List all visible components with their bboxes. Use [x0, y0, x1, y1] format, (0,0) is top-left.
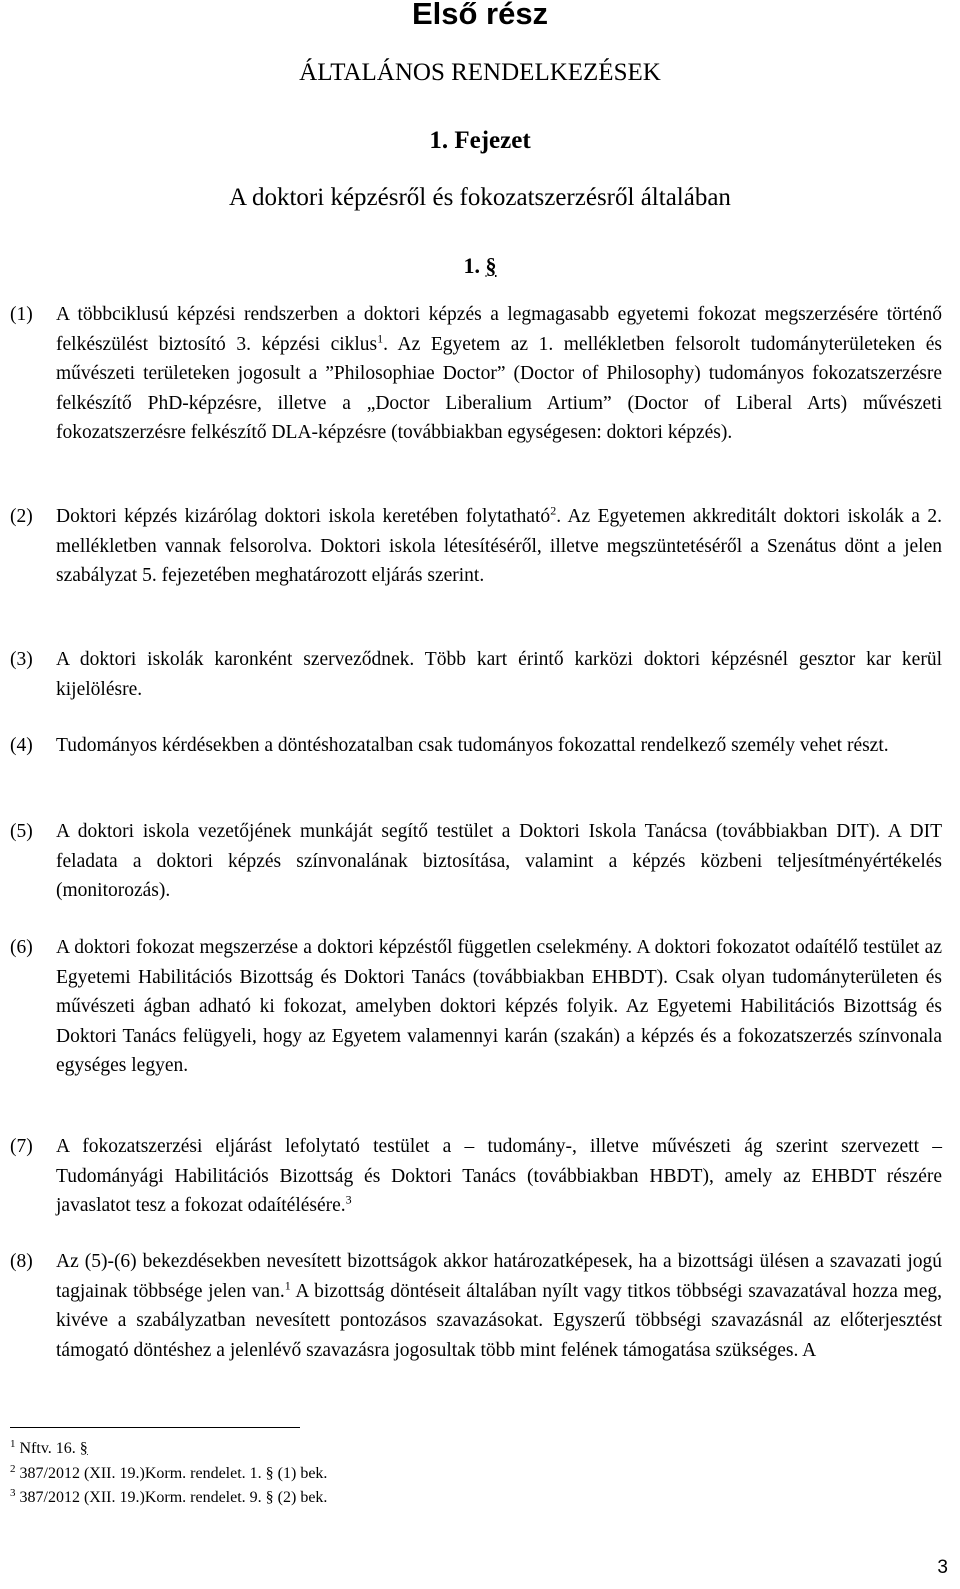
- paragraph-text: [56, 1132, 942, 1221]
- paragraph-6: [10, 933, 942, 1081]
- paragraph-text: A doktori iskolák karonként szerveződnek. Több kart érintő karközi doktori képzésnél gesztor kar kerül kijelölésre.: [56, 649, 942, 700]
- footnote-1: [10, 1438, 88, 1460]
- general-provisions-heading: ÁLTALÁNOS RENDELKEZÉSEK: [299, 59, 661, 86]
- paragraph-number: (1): [10, 304, 33, 325]
- footnote-text: 387/2012 (XII. 19.)Korm. rendelet. 1. § (1) bek.: [19, 1465, 328, 1482]
- text-run: A fokozatszerzési eljárást lefolytató testület a – tudomány-, illetve művészeti ág szerint szervezett – Tudományági Habilitációs Bizottság és Doktori Tanács (továbbiakban HBDT), amely az EHBDT részére javaslatot tesz a fokozat odaítélésére.: [56, 1136, 942, 1216]
- footnote-separator: [10, 1427, 300, 1428]
- paragraph-text: A doktori iskola vezetőjének munkáját segítő testület a Doktori Iskola Tanácsa (továbbiakban DIT). A DIT feladata a doktori képzés színvonalának biztosítása, valamint a képzés közbeni teljesítményértékelés (monitorozás).: [56, 821, 942, 901]
- paragraph-text: [56, 502, 942, 591]
- footnote-mark: 2: [10, 1462, 16, 1475]
- text-run: A bizottság döntéseit általában nyílt vagy titkos többségi szavazatával hozza meg, kivéve a szabályzatban nevesített pontozásos szavazásokat. Egyszerű többségi szavazásnál az előterjesztést támogató döntéshez a jelenlévő szavazásra jogosultak több mint felének támogatása szükséges. A: [56, 1280, 943, 1361]
- footnote-ref[interactable]: 2: [550, 503, 557, 518]
- footnote-text: Nftv. 16.: [19, 1440, 80, 1457]
- paragraph-2: [10, 502, 942, 591]
- text-run: . Az Egyetem az 1. mellékletben felsorolt tudományterületeken és művészeti területeken jogosult a ”Philosophiae Doctor” (Doctor of Philosophy) tudományos fokozatszerzésre felkészítő PhD-képzésre, illetve a „Doctor Liberalium Artium” (Doctor of Liberal Arts) művészeti fokozatszerzésre felkészítő DLA-képzésre (továbbiakban egységesen: doktori képzés).: [56, 333, 942, 443]
- paragraph-number: (8): [10, 1251, 33, 1272]
- paragraph-7: [10, 1132, 942, 1221]
- paragraph-text: Tudományos kérdésekben a döntéshozatalban csak tudományos fokozattal rendelkező személy vehet részt.: [56, 735, 889, 756]
- section-mark: §: [79, 1440, 88, 1457]
- part-heading: Első rész: [411, 0, 549, 31]
- footnote-text: 387/2012 (XII. 19.)Korm. rendelet. 9. § (2) bek.: [19, 1489, 328, 1506]
- text-run: . Az Egyetemen akkreditált doktori iskolák a 2. mellékletben vannak felsorolva. Doktori iskola létesítéséről, illetve megszüntetéséről a Szenátus dönt a jelen szabályzat 5. fejezetében meghatározott eljárás szerint.: [56, 506, 942, 586]
- paragraph-number: (4): [10, 735, 33, 756]
- paragraph-text: [56, 1247, 942, 1365]
- paragraph-8: [10, 1247, 942, 1365]
- chapter-heading: 1. Fejezet: [429, 127, 531, 154]
- footnote-ref[interactable]: 1: [284, 1278, 291, 1292]
- paragraph-text: [56, 300, 942, 448]
- section-number: 1.: [463, 253, 480, 278]
- footnote-mark: 3: [10, 1486, 16, 1499]
- paragraph-1: [10, 300, 942, 448]
- paragraph-5: [10, 817, 942, 906]
- text-run: Doktori képzés kizárólag doktori iskola keretében folytatható: [56, 506, 551, 527]
- section-mark: §: [485, 253, 497, 278]
- footnote-ref[interactable]: 1: [377, 331, 384, 345]
- footnote-2: [10, 1463, 327, 1485]
- paragraph-4: [10, 731, 942, 761]
- footnote-mark: 1: [10, 1437, 16, 1450]
- section-heading: [0, 250, 960, 282]
- paragraph-number: (5): [10, 821, 33, 842]
- paragraph-number: (6): [10, 937, 33, 958]
- paragraph-number: (3): [10, 649, 33, 670]
- text-run: Az (5)-(6) bekezdésekben nevesített bizottságok akkor határozatképesek, ha a bizottsági ülésen a szavazati jogú tagjainak többsége jelen van.: [56, 1251, 942, 1302]
- paragraph-number: (2): [10, 506, 33, 527]
- paragraph-3: [10, 645, 942, 704]
- footnote-3: [10, 1487, 327, 1509]
- paragraph-text: A doktori fokozat megszerzése a doktori képzéstől független cselekmény. A doktori fokozatot odaítélő testület az Egyetemi Habilitációs Bizottság és Doktori Tanács (továbbiakban EHBDT). Csak olyan tudományterületen és művészeti ágban adható ki fokozat, amelyben doktori képzés folyik. Az Egyetemi Habilitációs Bizottság és Doktori Tanács felügyeli, hogy az Egyetem valamennyi karán (szakán) a képzés és a fokozatszerzés színvonala egységes legyen.: [56, 937, 942, 1076]
- footnote-ref[interactable]: 3: [345, 1192, 352, 1207]
- paragraph-number: (7): [10, 1136, 33, 1157]
- text-run: A többciklusú képzési rendszerben a doktori képzés a legmagasabb egyetemi fokozat megszerzésére történő felkészülést biztosító 3. képzési ciklus: [56, 304, 942, 355]
- chapter-title: A doktori képzésről és fokozatszerzésről általában: [229, 184, 731, 211]
- page-number: 3: [937, 1557, 948, 1578]
